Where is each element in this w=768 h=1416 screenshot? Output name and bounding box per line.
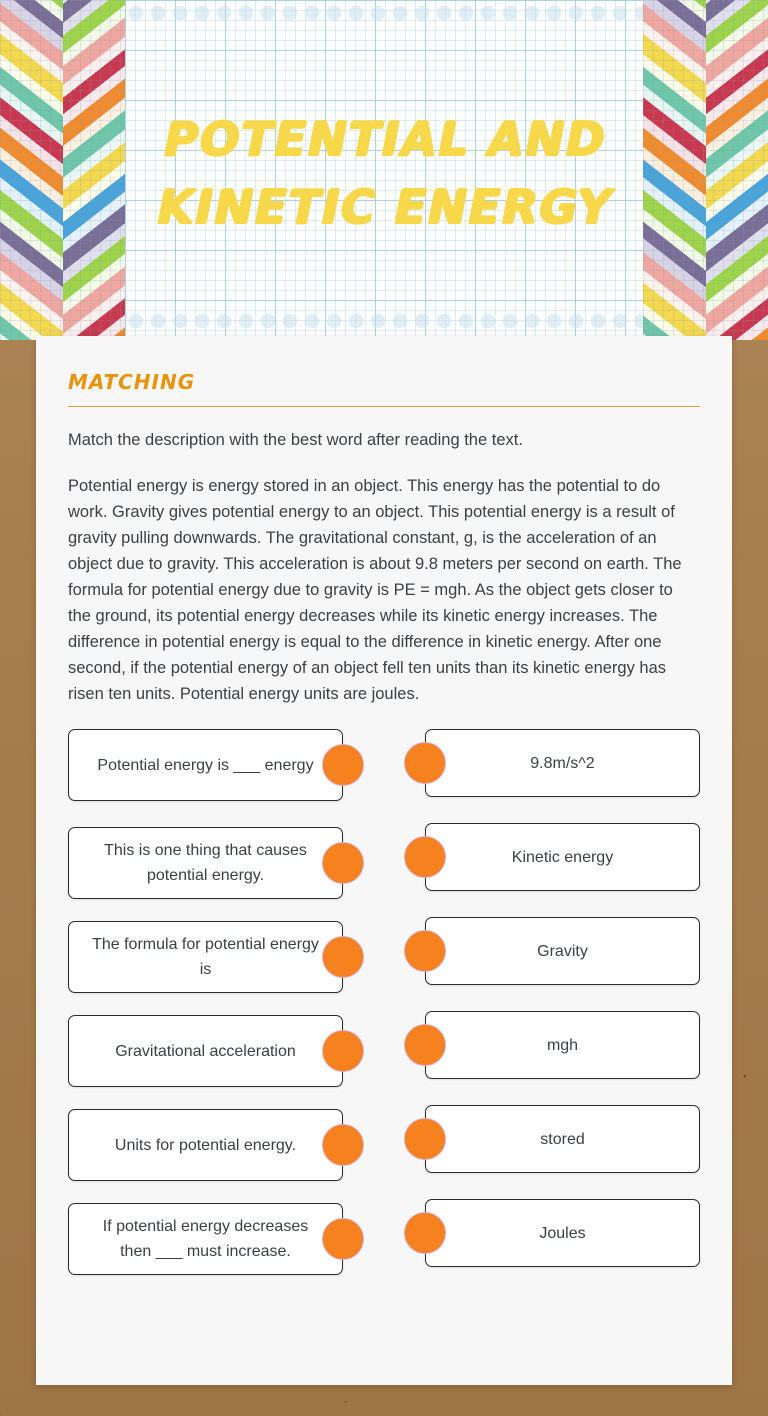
prompt-box[interactable]: The formula for potential energy is bbox=[68, 921, 343, 993]
answer-box[interactable]: Kinetic energy bbox=[425, 823, 700, 891]
list-item[interactable] bbox=[68, 1203, 343, 1275]
answer-box[interactable]: stored bbox=[425, 1105, 700, 1173]
chevron-border-left bbox=[0, 0, 125, 340]
connector-dot[interactable] bbox=[322, 842, 364, 884]
chevron-border-right bbox=[643, 0, 768, 340]
list-item[interactable] bbox=[425, 1011, 700, 1079]
chevron-stripes-right-inner bbox=[643, 0, 706, 340]
instruction-text: Match the description with the best word after reading the text. bbox=[68, 431, 523, 449]
section-heading: MATCHING bbox=[68, 370, 196, 394]
answer-box[interactable]: Joules bbox=[425, 1199, 700, 1267]
connector-dot[interactable] bbox=[322, 1124, 364, 1166]
prompt-box[interactable]: Potential energy is ___ energy bbox=[68, 729, 343, 801]
worksheet-content-card bbox=[36, 336, 732, 1385]
connector-dot[interactable] bbox=[404, 1212, 446, 1254]
matching-answers-column bbox=[425, 729, 700, 1297]
matching-exercise bbox=[68, 729, 700, 1297]
connector-dot[interactable] bbox=[404, 742, 446, 784]
list-item[interactable] bbox=[68, 1109, 343, 1181]
matching-prompts-column bbox=[68, 729, 343, 1297]
connector-dot[interactable] bbox=[322, 936, 364, 978]
title-line-1: POTENTIAL AND bbox=[164, 112, 606, 166]
connector-dot[interactable] bbox=[322, 744, 364, 786]
title-line-2: KINETIC ENERGY bbox=[157, 180, 613, 234]
list-item[interactable] bbox=[425, 729, 700, 797]
worksheet-header bbox=[0, 0, 768, 340]
list-item[interactable] bbox=[68, 729, 343, 801]
list-item[interactable] bbox=[68, 921, 343, 993]
list-item[interactable] bbox=[425, 917, 700, 985]
worksheet-title bbox=[125, 105, 645, 241]
list-item[interactable] bbox=[68, 827, 343, 899]
chevron-stripes-left-outer bbox=[0, 0, 63, 340]
answer-box[interactable]: Gravity bbox=[425, 917, 700, 985]
passage-text: Potential energy is energy stored in an object. This energy has the potential to do work. Gravity gives potential energy to an object. This potential energy is a result of gravity pulling downwards. The gravitational constant, g, is the acceleration of an object due to gravity. This acceleration is about 9.8 meters per second on earth. The formula for potential energy due to gravity is PE = mgh. As the object gets closer to the ground, its potential energy decreases while its kinetic energy increases. The difference in potential energy is equal to the difference in kinetic energy. After one second, if the potential energy of an object fell ten units than its kinetic energy has risen ten units. Potential energy units are joules. bbox=[68, 477, 682, 703]
answer-box[interactable]: 9.8m/s^2 bbox=[425, 729, 700, 797]
answer-box[interactable]: mgh bbox=[425, 1011, 700, 1079]
chevron-stripes-left-inner bbox=[63, 0, 126, 340]
list-item[interactable] bbox=[425, 1105, 700, 1173]
connector-dot[interactable] bbox=[404, 930, 446, 972]
list-item[interactable] bbox=[68, 1015, 343, 1087]
connector-dot[interactable] bbox=[404, 836, 446, 878]
connector-dot[interactable] bbox=[404, 1118, 446, 1160]
list-item[interactable] bbox=[425, 823, 700, 891]
prompt-box[interactable]: Gravitational acceleration bbox=[68, 1015, 343, 1087]
connector-dot[interactable] bbox=[322, 1030, 364, 1072]
prompt-box[interactable]: Units for potential energy. bbox=[68, 1109, 343, 1181]
section-divider bbox=[68, 406, 700, 407]
connector-dot[interactable] bbox=[404, 1024, 446, 1066]
connector-dot[interactable] bbox=[322, 1218, 364, 1260]
list-item[interactable] bbox=[425, 1199, 700, 1267]
chevron-stripes-right-outer bbox=[706, 0, 768, 340]
prompt-box[interactable]: If potential energy decreases then ___ must increase. bbox=[68, 1203, 343, 1275]
prompt-box[interactable]: This is one thing that causes potential energy. bbox=[68, 827, 343, 899]
